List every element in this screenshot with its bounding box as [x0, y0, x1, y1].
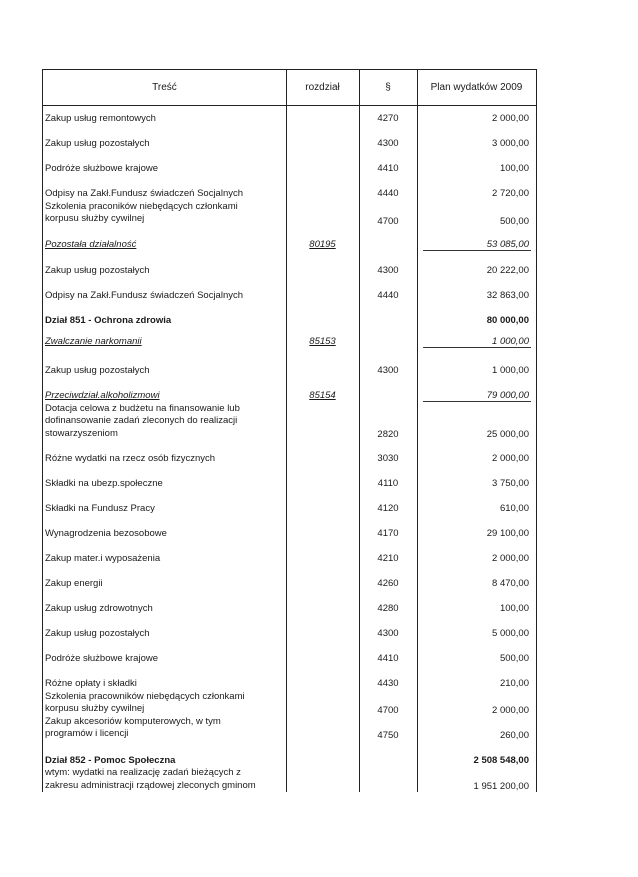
row-paragraf: 4750: [377, 730, 399, 741]
description-line: stowarzyszeniom: [45, 427, 118, 439]
description-line: Zwalczanie narkomanii: [45, 336, 142, 347]
row-paragraf: 4170: [377, 528, 399, 539]
row-plan: 53 085,00: [486, 239, 529, 250]
row-rozdzial: 85154: [309, 390, 336, 401]
description-line: Dotacja celowa z budżetu na finansowanie lub: [45, 402, 240, 414]
row-plan: 3 000,00: [492, 138, 529, 149]
description-line: Składki na ubezp.społeczne: [45, 478, 163, 489]
description-line: programów i licencji: [45, 728, 129, 739]
row-paragraf: 3030: [377, 453, 399, 464]
subtotal-underline: [423, 401, 531, 402]
row-paragraf: 4300: [377, 265, 399, 276]
row-paragraf: 4110: [377, 478, 399, 489]
row-rozdzial: 80195: [309, 239, 336, 250]
description-line: Dział 851 - Ochrona zdrowia: [45, 315, 172, 326]
row-paragraf: 4700: [377, 216, 399, 227]
column-divider: [286, 70, 287, 792]
row-plan: 1 951 200,00: [473, 781, 529, 792]
row-paragraf: 4120: [377, 503, 399, 514]
description-line: Zakup usług pozostałych: [45, 365, 150, 376]
description-line: Zakup energii: [45, 578, 103, 589]
row-paragraf: 4300: [377, 628, 399, 639]
header-tresc: Treść: [152, 82, 177, 93]
description-line: Zakup usług pozostałych: [45, 138, 150, 149]
row-paragraf: 4300: [377, 365, 399, 376]
row-description: [45, 528, 285, 541]
row-plan: 2 000,00: [492, 113, 529, 124]
row-description: [45, 138, 285, 151]
row-paragraf: 4410: [377, 163, 399, 174]
description-line: Podróże służbowe krajowe: [45, 653, 159, 664]
row-description: [45, 336, 285, 349]
row-plan: 100,00: [499, 603, 529, 614]
description-line: Zakup usług remontowych: [45, 113, 156, 124]
description-line: Zakup usług zdrowotnych: [45, 603, 153, 614]
row-description: [45, 767, 285, 792]
description-line: Zakup usług pozostałych: [45, 628, 150, 639]
row-plan: 260,00: [499, 730, 529, 741]
row-plan: 1 000,00: [492, 336, 529, 347]
row-description: [45, 265, 285, 278]
subtotal-underline: [423, 250, 531, 251]
row-description: [45, 453, 285, 466]
row-plan: 2 000,00: [492, 553, 529, 564]
description-line: korpusu służby cywilnej: [45, 703, 145, 714]
row-plan: 3 750,00: [492, 478, 529, 489]
description-line: Odpisy na Zakł.Fundusz świadczeń Socjalnych: [45, 188, 244, 199]
description-line: Zakup usług pozostałych: [45, 265, 150, 276]
row-description: [45, 315, 285, 328]
description-line: Składki na Fundusz Pracy: [45, 503, 155, 514]
description-line: Różne opłaty i składki: [45, 678, 137, 689]
row-description: [45, 603, 285, 616]
description-line: Różne wydatki na rzecz osób fizycznych: [45, 453, 216, 464]
row-description: [45, 188, 285, 226]
description-line: Zakup mater.i wyposażenia: [45, 553, 161, 564]
row-paragraf: 4430: [377, 678, 399, 689]
row-description: [45, 365, 285, 378]
description-line: zakresu administracji rządowej zleconych gminom: [45, 779, 256, 791]
row-description: [45, 678, 285, 741]
row-plan: 2 720,00: [492, 188, 529, 199]
row-paragraf: 4210: [377, 553, 399, 564]
row-description: [45, 163, 285, 176]
description-line: Odpisy na Zakł.Fundusz świadczeń Socjalnych: [45, 290, 244, 301]
row-plan: 25 000,00: [486, 429, 529, 440]
row-description: [45, 553, 285, 566]
description-line: Szkolenia praconików niebędących członkami: [45, 200, 238, 212]
header-divider: [43, 105, 536, 106]
budget-table: [42, 69, 537, 792]
row-plan: 80 000,00: [486, 315, 529, 326]
description-line: wtym: wydatki na realizację zadań bieżących z: [45, 767, 241, 778]
row-paragraf: 4300: [377, 138, 399, 149]
description-line: korpusu służby cywilnej: [45, 213, 145, 224]
description-line: dofinansowanie zadań zleconych do realizacji: [45, 415, 238, 426]
row-plan: 20 222,00: [486, 265, 529, 276]
row-description: [45, 390, 285, 440]
row-paragraf: 4260: [377, 578, 399, 589]
row-description: [45, 290, 285, 303]
row-plan: 5 000,00: [492, 628, 529, 639]
row-paragraf: 4270: [377, 113, 399, 124]
row-description: [45, 503, 285, 516]
description-line: Dział 852 - Pomoc Społeczna: [45, 755, 176, 766]
row-plan: 2 508 548,00: [473, 755, 529, 766]
row-description: [45, 628, 285, 641]
row-description: [45, 478, 285, 491]
row-plan: 500,00: [499, 653, 529, 664]
row-plan: 500,00: [499, 216, 529, 227]
row-paragraf: 2820: [377, 429, 399, 440]
description-line: Zakup akcesoriów komputerowych, w tym: [45, 715, 221, 727]
header-rozdzial: rozdział: [305, 82, 340, 93]
row-rozdzial: 85153: [309, 336, 336, 347]
row-plan: 210,00: [499, 678, 529, 689]
row-plan: 610,00: [499, 503, 529, 514]
row-plan: 79 000,00: [486, 390, 529, 401]
description-line: Pozostała działalność: [45, 239, 137, 250]
row-plan: 1 000,00: [492, 365, 529, 376]
row-plan: 32 863,00: [486, 290, 529, 301]
row-description: [45, 578, 285, 591]
row-plan: 100,00: [499, 163, 529, 174]
row-paragraf: 4440: [377, 188, 399, 199]
row-description: [45, 653, 285, 666]
row-description: [45, 755, 285, 768]
row-description: [45, 113, 285, 126]
description-line: Podróże służbowe krajowe: [45, 163, 159, 174]
row-description: [45, 239, 285, 252]
header-plan: Plan wydatków 2009: [430, 82, 523, 93]
row-paragraf: 4410: [377, 653, 399, 664]
subtotal-underline: [423, 347, 531, 348]
row-paragraf: 4700: [377, 705, 399, 716]
row-plan: 2 000,00: [492, 705, 529, 716]
description-line: Wynagrodzenia bezosobowe: [45, 528, 167, 539]
header-paragraf: §: [385, 82, 391, 93]
description-line: Przeciwdział.alkoholizmowi: [45, 390, 160, 401]
row-plan: 8 470,00: [492, 578, 529, 589]
row-paragraf: 4440: [377, 290, 399, 301]
description-line: Szkolenia pracowników niebędących członkami: [45, 690, 245, 702]
row-plan: 2 000,00: [492, 453, 529, 464]
row-plan: 29 100,00: [486, 528, 529, 539]
row-paragraf: 4280: [377, 603, 399, 614]
